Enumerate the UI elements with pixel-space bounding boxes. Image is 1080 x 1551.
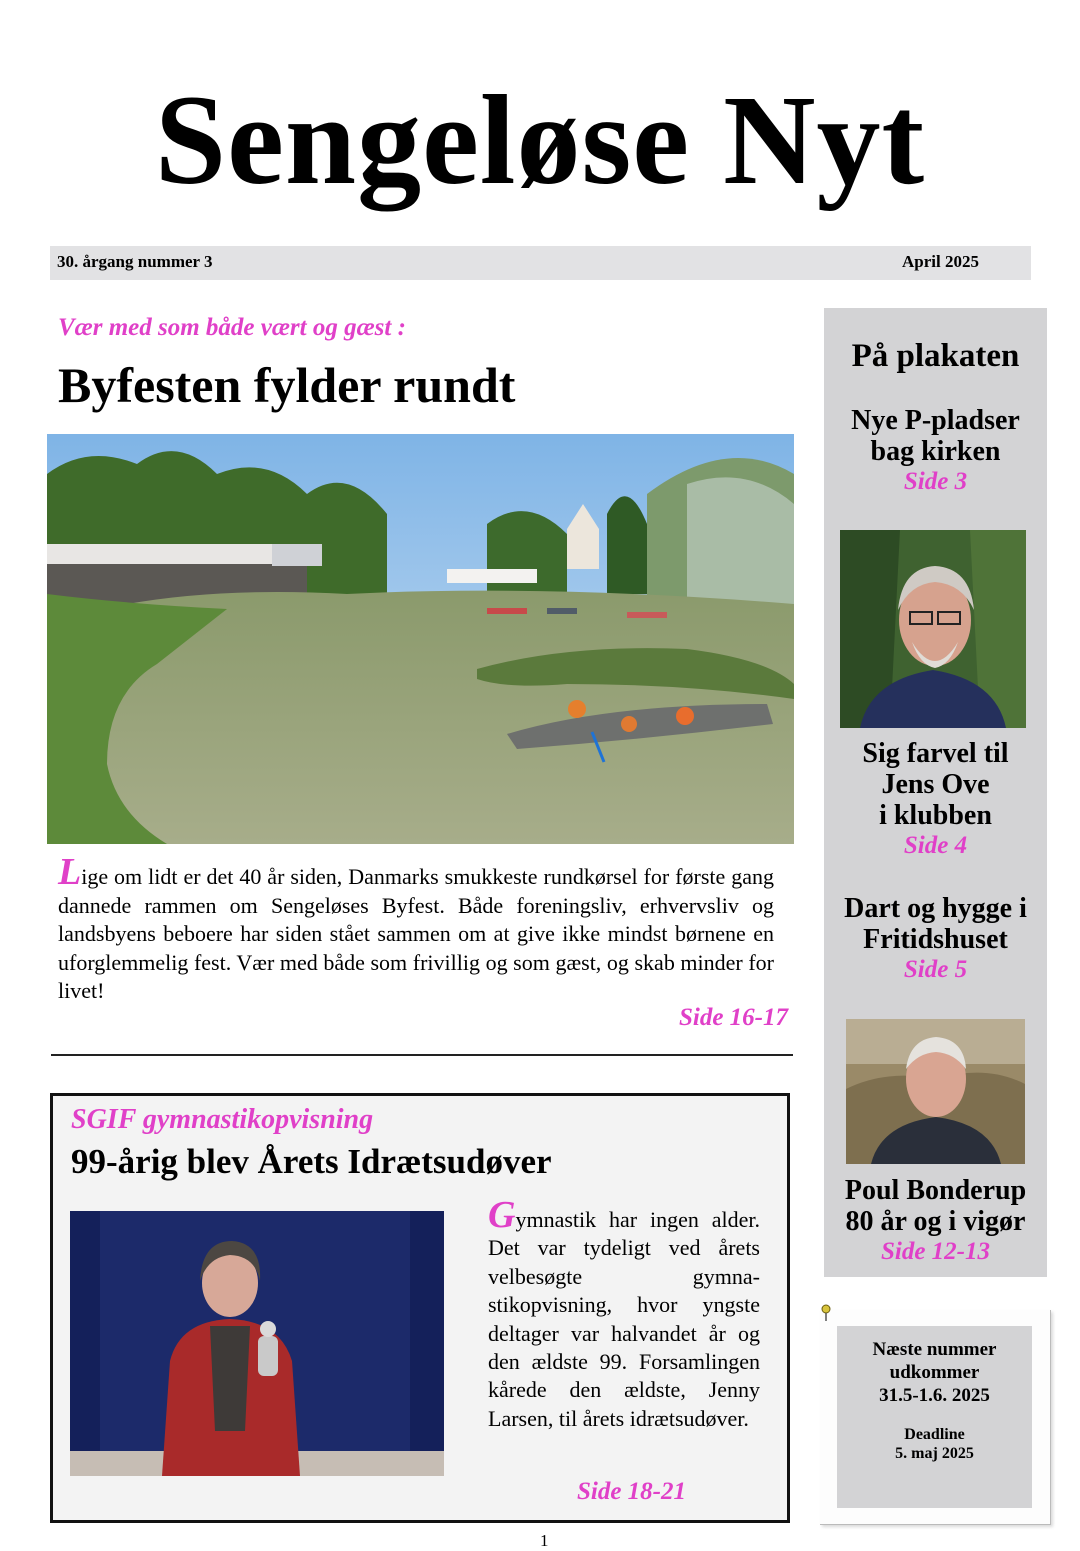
sidebar-item-page-ref: Side 5 <box>903 956 968 983</box>
sidebar-item-line: Fritidshuset <box>863 924 1008 955</box>
pushpin-icon <box>819 1304 833 1322</box>
sidebar-item-dart <box>824 893 1047 985</box>
box-body <box>488 1194 760 1433</box>
lead-headline: Byfesten fylder rundt <box>58 357 516 413</box>
next-issue-panel <box>837 1326 1032 1508</box>
lead-page-ref: Side 16-17 <box>678 1004 788 1031</box>
deadline-label: Deadline <box>904 1426 965 1443</box>
sidebar-item-poul-bonderup <box>824 1175 1047 1267</box>
sidebar-item-parking <box>824 405 1047 497</box>
box-headline: 99-årig blev Årets Idrætsudøver <box>71 1142 552 1181</box>
lead-body <box>58 851 774 1006</box>
sidebar-item-line: Poul Bonderup <box>844 1175 1027 1206</box>
box-body-text: ymnastik har ingen alder. Det var tydeligt ved årets velbesøgte gymnastikopvisning, hvor yngste deltager var halvandet år og den ældste 99. Forsamlingen kårede den ældste, Jenny Larsen, til årets idrætsudøver. <box>488 1207 760 1431</box>
lake-canoe-photo <box>47 434 794 844</box>
sidebar-title: På plakaten <box>851 338 1020 374</box>
box-dropcap: G <box>488 1194 516 1236</box>
sidebar-item-line: Jens Ove <box>881 769 990 800</box>
lead-dropcap: L <box>58 851 82 893</box>
poul-bonderup-portrait <box>846 1019 1025 1164</box>
deadline-date: 5. maj 2025 <box>895 1445 974 1462</box>
box-page-ref: Side 18-21 <box>576 1478 686 1505</box>
sidebar-item-line: bag kirken <box>870 436 1001 467</box>
sidebar-item-line: Dart og hygge i <box>844 893 1027 924</box>
jenny-larsen-photo <box>70 1211 444 1476</box>
sidebar-item-line: Nye P-pladser <box>851 405 1020 436</box>
lead-body-text: ige om lidt er det 40 år siden, Danmarks smukkeste rundkørsel for første gang dannede rammen om Sengeløses Byfest. Både foreningsliv, erhvervsliv og landsbyens beboere har siden stået sammen om at give ikke mindst børnene en uforglemmelig fest. Vær med både som frivillig og som gæst, og skab minder for livet! <box>58 864 774 1003</box>
section-divider <box>51 1054 793 1056</box>
sidebar-item-line: i klubben <box>879 800 992 831</box>
sidebar-item-page-ref: Side 4 <box>903 832 968 859</box>
issue-number: 30. årgang nummer 3 <box>57 252 213 271</box>
next-issue-line: udkommer <box>889 1362 980 1383</box>
sidebar-item-line: 80 år og i vigør <box>845 1206 1026 1237</box>
sidebar-item-page-ref: Side 12-13 <box>880 1238 991 1265</box>
jens-ove-portrait <box>840 530 1026 728</box>
box-kicker: SGIF gymnastikopvisning <box>71 1104 374 1135</box>
issue-bar <box>50 246 1031 280</box>
next-issue-dates: 31.5-1.6. 2025 <box>879 1385 990 1406</box>
masthead-title: Sengeløse Nyt <box>154 69 926 211</box>
page-number: 1 <box>540 1531 549 1550</box>
issue-date: April 2025 <box>902 252 979 271</box>
sidebar-item-line: Sig farvel til <box>862 738 1009 769</box>
next-issue-line: Næste nummer <box>872 1339 997 1360</box>
sidebar-item-page-ref: Side 3 <box>903 468 968 495</box>
sidebar-item-jens-ove <box>824 738 1047 861</box>
lead-kicker: Vær med som både vært og gæst : <box>58 314 406 341</box>
